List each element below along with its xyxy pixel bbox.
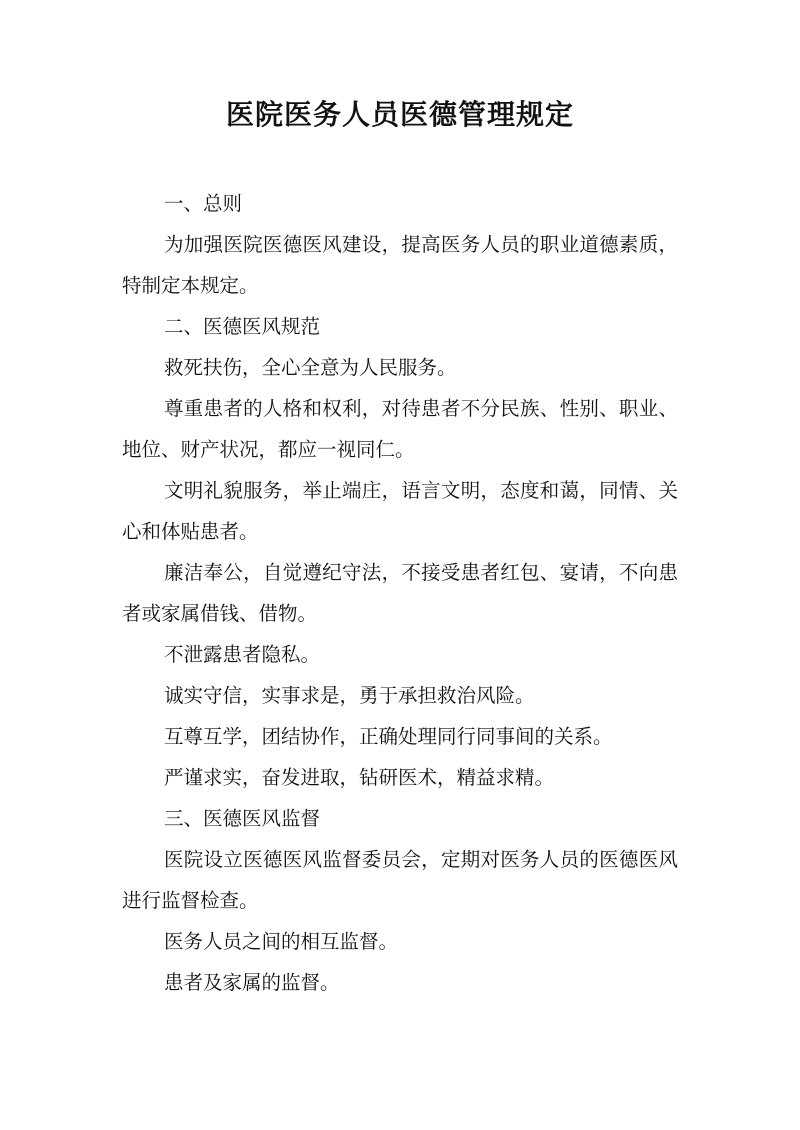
paragraph-supervision-1: 医院设立医德医风监督委员会，定期对医务人员的医德医风进行监督检查。: [122, 848, 678, 912]
paragraph-norm-2: 尊重患者的人格和权利，对待患者不分民族、性别、职业、地位、财产状况，都应一视同仁。: [122, 397, 678, 461]
paragraph-purpose: 为加强医院医德医风建设，提高医务人员的职业道德素质，特制定本规定。: [122, 233, 678, 297]
paragraph-norm-4: 廉洁奉公，自觉遵纪守法，不接受患者红包、宴请，不向患者或家属借钱、借物。: [122, 561, 678, 625]
paragraph-supervision-3: 患者及家属的监督。: [164, 971, 340, 994]
section-heading-norms: 二、医德医风规范: [164, 315, 321, 338]
section-heading-general: 一、总则: [164, 192, 243, 215]
paragraph-norm-7: 互尊互学，团结协作，正确处理同行同事间的关系。: [164, 725, 613, 748]
section-heading-supervision: 三、医德医风监督: [164, 807, 321, 830]
document-body: [122, 183, 678, 1003]
paragraph-norm-8: 严谨求实，奋发进取，钻研医术，精益求精。: [164, 766, 555, 789]
paragraph-norm-3: 文明礼貌服务，举止端庄，语言文明，态度和蔼，同情、关心和体贴患者。: [122, 479, 678, 543]
paragraph-norm-1: 救死扶伤，全心全意为人民服务。: [164, 356, 457, 379]
paragraph-supervision-2: 医务人员之间的相互监督。: [164, 930, 399, 953]
paragraph-norm-5: 不泄露患者隐私。: [164, 643, 321, 666]
paragraph-norm-6: 诚实守信，实事求是，勇于承担救治风险。: [164, 684, 535, 707]
document-title: 医院医务人员医德管理规定: [225, 98, 574, 131]
